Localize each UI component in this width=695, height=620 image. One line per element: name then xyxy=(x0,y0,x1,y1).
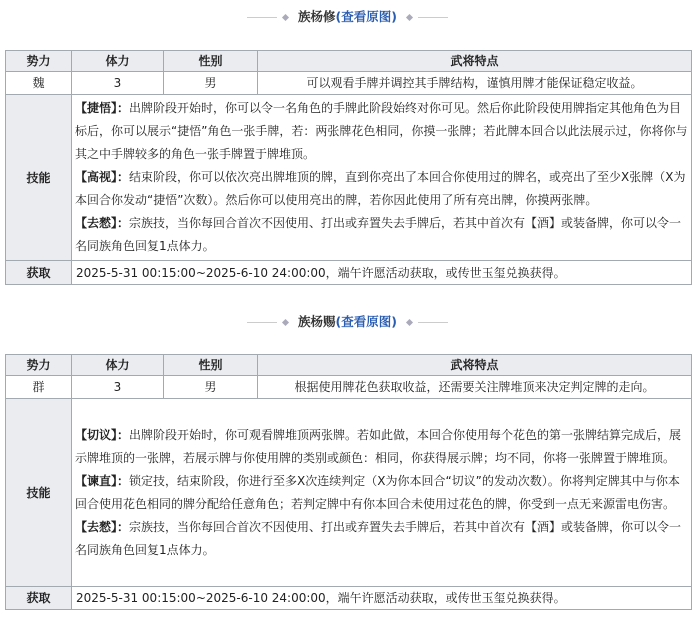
skill-text: 出牌阶段开始时，你可以令一名角色的手牌此阶段始终对你可见。然后你此阶段使用牌指定其他角色为目标后，你可以展示“捷悟”角色一张手牌，若：两张牌花色相同，你摸一张牌；若此牌本回合以此法展示过，你将你与其之中手牌较多的角色一张手牌置于牌堆顶。 xyxy=(75,101,688,161)
skill-text: 出牌阶段开始时，你可观看牌堆顶两张牌。若如此做，本回合你使用每个花色的第一张牌结算完成后，展示牌堆顶的一张牌，若展示牌与你使用牌的类别或颜色：相同，你获得展示牌；均不同，你将一张牌置于牌堆顶。 xyxy=(75,427,682,465)
gender-cell: 男 xyxy=(164,376,258,399)
skill-entry xyxy=(75,97,688,166)
skill-name: 【捷悟】： xyxy=(75,101,130,115)
divider xyxy=(247,322,277,323)
skill-text: 宗族技，当你每回合首次不因使用、打出或弃置失去手牌后，若其中首次有【酒】或装备牌，你可以令一名同族角色回复1点体力。 xyxy=(75,519,682,557)
diamond-icon xyxy=(406,14,413,21)
skill-text: 锁定技，结束阶段，你进行至多X次连续判定（X为你本回合“切议”的发动次数）。你将判定牌其中与你本回合使用花色相同的牌分配给任意角色；若判定牌中有你本回合未使用过花色的牌，你受到一点无来源雷电伤害。 xyxy=(75,473,680,511)
obtain-row xyxy=(6,587,692,610)
skills-label: 技能 xyxy=(6,399,72,587)
skills-label: 技能 xyxy=(6,95,72,261)
skill-entry xyxy=(75,424,688,470)
divider xyxy=(247,17,277,18)
traits-header: 武将特点 xyxy=(258,51,692,72)
obtain-label: 获取 xyxy=(6,587,72,610)
hp-header: 体力 xyxy=(72,355,164,376)
skills-cell xyxy=(72,399,692,587)
faction-cell: 群 xyxy=(6,376,72,399)
obtain-label: 获取 xyxy=(6,261,72,285)
divider xyxy=(418,17,448,18)
diamond-icon xyxy=(406,319,413,326)
skill-name: 【去憖】： xyxy=(75,519,130,534)
gender-header: 性别 xyxy=(164,51,258,72)
skill-text: 结束阶段，你可以依次亮出牌堆顶的牌，直到你亮出了本回合你使用过的牌名，或亮出了至少X张牌（X为本回合你发动“捷悟”次数）。然后你可以使用亮出的牌，若你因此使用了所有亮出牌，你摸两张牌。 xyxy=(75,170,686,207)
faction-header: 势力 xyxy=(6,355,72,376)
skill-entry xyxy=(75,166,688,212)
view-original-link[interactable]: (查看原图) xyxy=(335,9,397,24)
diamond-icon xyxy=(282,319,289,326)
obtain-row xyxy=(6,261,692,285)
header-row xyxy=(6,51,692,72)
general-heading xyxy=(0,7,695,27)
faction-cell: 魏 xyxy=(6,72,72,95)
skill-name: 【去憖】： xyxy=(75,216,130,230)
skill-name: 【谏直】： xyxy=(75,473,130,488)
general-table xyxy=(5,50,692,285)
skill-entry xyxy=(75,212,688,258)
gender-cell: 男 xyxy=(164,72,258,95)
traits-header: 武将特点 xyxy=(258,355,692,376)
skill-entry xyxy=(75,470,688,516)
traits-cell: 可以观看手牌并调控其手牌结构，谨慎用牌才能保证稳定收益。 xyxy=(258,72,692,95)
traits-cell: 根据使用牌花色获取收益，还需要关注牌堆顶来决定判定牌的走向。 xyxy=(258,376,692,399)
skill-name: 【切议】： xyxy=(75,427,130,442)
diamond-icon xyxy=(282,14,289,21)
faction-header: 势力 xyxy=(6,51,72,72)
skills-row xyxy=(6,95,692,261)
hp-header: 体力 xyxy=(72,51,164,72)
obtain-cell: 2025-5-31 00:15:00~2025-6-10 24:00:00，端午许愿活动获取，或传世玉玺兑换获得。 xyxy=(72,261,692,285)
general-name: 族杨赐 xyxy=(298,314,336,329)
header-row xyxy=(6,355,692,376)
skills-cell xyxy=(72,95,692,261)
skill-text: 宗族技，当你每回合首次不因使用、打出或弃置失去手牌后，若其中首次有【酒】或装备牌，你可以令一名同族角色回复1点体力。 xyxy=(75,216,682,253)
skills-row xyxy=(6,399,692,587)
obtain-cell: 2025-5-31 00:15:00~2025-6-10 24:00:00，端午许愿活动获取，或传世玉玺兑换获得。 xyxy=(72,587,692,610)
info-row xyxy=(6,376,692,399)
general-table xyxy=(5,354,692,610)
hp-cell: 3 xyxy=(72,72,164,95)
gender-header: 性别 xyxy=(164,355,258,376)
general-heading xyxy=(0,312,695,332)
divider xyxy=(418,322,448,323)
general-name: 族杨修 xyxy=(298,9,336,24)
info-row xyxy=(6,72,692,95)
view-original-link[interactable]: (查看原图) xyxy=(335,314,397,329)
skill-name: 【高视】： xyxy=(75,170,130,184)
skill-entry xyxy=(75,516,688,562)
hp-cell: 3 xyxy=(72,376,164,399)
